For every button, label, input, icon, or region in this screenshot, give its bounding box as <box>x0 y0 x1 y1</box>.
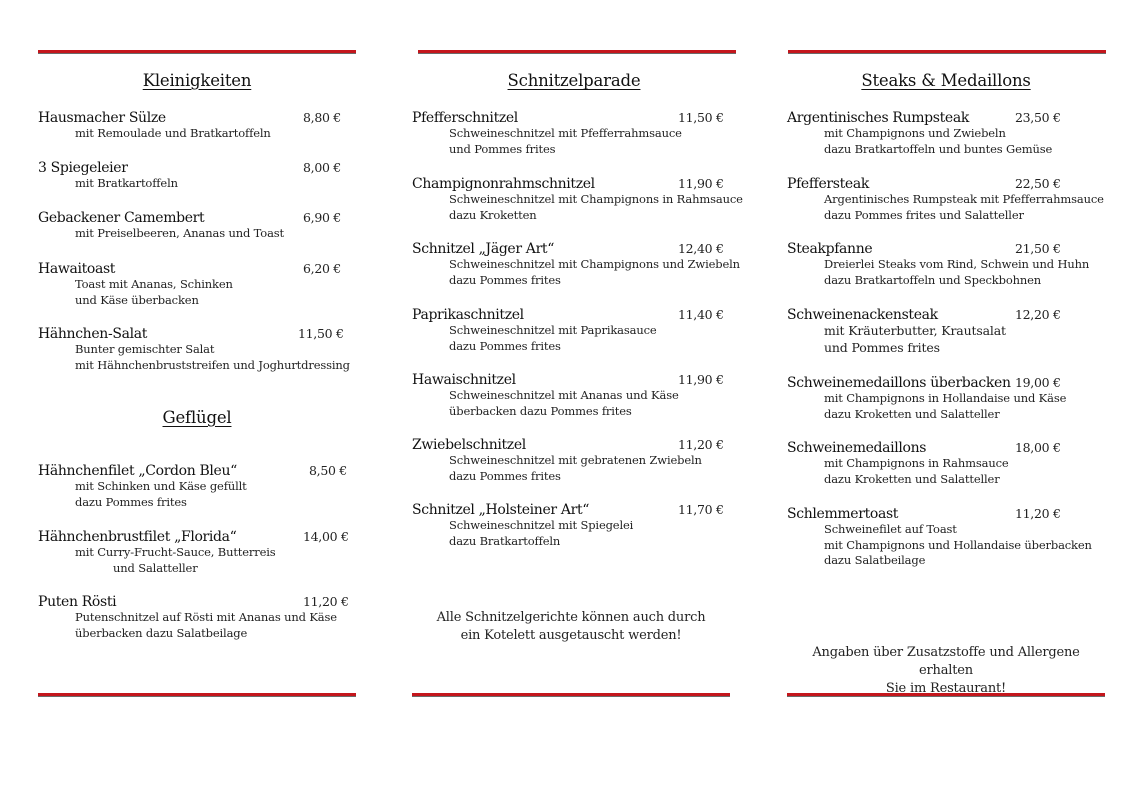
item-description: dazu Pommes frites <box>449 468 561 483</box>
item-price: 11,50 € <box>678 110 724 125</box>
item-description: Schweineschnitzel mit Champignons in Rahmsauce <box>449 192 743 206</box>
item-name: Argentinisches Rumpsteak <box>787 110 969 126</box>
section-heading-gefluegel: Geflügel <box>162 408 232 427</box>
item-price: 11,20 € <box>678 437 724 452</box>
item-description: dazu Bratkartoffeln und Speckbohnen <box>824 272 1042 287</box>
item-description: dazu Pommes frites <box>449 272 561 287</box>
item-name: Schlemmertoast <box>787 506 899 522</box>
item-price: 12,40 € <box>678 241 724 256</box>
item-price: 11,40 € <box>678 307 724 322</box>
bottom-divider <box>38 693 356 696</box>
menu-item <box>787 506 1105 569</box>
item-description: dazu Salatbeilage <box>824 553 926 567</box>
menu-column-middle <box>412 0 743 793</box>
menu-item <box>412 176 743 223</box>
item-description: dazu Kroketten und Salatteller <box>824 406 1000 421</box>
item-description: dazu Bratkartoffeln <box>449 533 561 548</box>
schnitzel-note <box>412 609 730 645</box>
item-price: 8,80 € <box>303 110 341 125</box>
menu-item <box>38 160 356 192</box>
menu-column-right <box>787 0 1105 793</box>
item-description: mit Curry-Frucht-Sauce, Butterreis <box>75 545 276 559</box>
item-name: Steakpfanne <box>787 241 873 257</box>
item-description: mit Preiselbeeren, Ananas und Toast <box>75 226 285 240</box>
item-name: Schnitzel „Jäger Art“ <box>412 241 554 257</box>
item-price: 11,90 € <box>678 372 724 387</box>
item-description: Schweineschnitzel mit Ananas und Käse <box>449 388 679 402</box>
item-name: Pfefferschnitzel <box>412 110 518 126</box>
item-name: Gebackener Camembert <box>38 210 205 226</box>
item-description: dazu Kroketten <box>449 207 537 222</box>
note-line: ein Kotelett ausgetauscht werden! <box>460 628 682 643</box>
menu-item <box>412 372 730 419</box>
item-description: und Käse überbacken <box>75 292 199 307</box>
item-price: 11,50 € <box>298 326 344 341</box>
item-price: 11,20 € <box>303 594 349 609</box>
item-name: Hawaitoast <box>38 261 116 277</box>
item-description: mit Remoulade und Bratkartoffeln <box>75 126 271 140</box>
item-description: Schweineschnitzel mit Champignons und Zwiebeln <box>449 257 740 271</box>
menu-item <box>787 110 1105 157</box>
menu-item <box>38 261 356 308</box>
menu-item <box>787 375 1105 422</box>
item-name: Puten Rösti <box>38 594 117 610</box>
item-description: dazu Kroketten und Salatteller <box>824 471 1000 486</box>
item-description: dazu Pommes frites <box>75 494 187 509</box>
item-description: Argentinisches Rumpsteak mit Pfefferrahmsauce <box>824 192 1104 206</box>
item-name: Schweinemedaillons <box>787 440 927 456</box>
item-description: mit Champignons in Rahmsauce <box>824 456 1009 470</box>
menu-item <box>412 110 730 157</box>
item-name: Hähnchenfilet „Cordon Bleu“ <box>38 463 237 479</box>
note-line: Sie im Restaurant! <box>885 681 1007 696</box>
section-heading-schnitzelparade: Schnitzelparade <box>507 71 641 90</box>
item-name: Hawaischnitzel <box>412 372 516 388</box>
item-description: überbacken dazu Pommes frites <box>449 403 632 418</box>
item-description: mit Bratkartoffeln <box>75 176 178 190</box>
allergen-note <box>787 644 1105 698</box>
menu-item <box>412 241 740 288</box>
item-price: 6,20 € <box>303 261 341 276</box>
item-name: Schweinemedaillons überbacken <box>787 375 1011 391</box>
item-price: 23,50 € <box>1015 110 1061 125</box>
menu-item <box>412 502 730 549</box>
item-price: 22,50 € <box>1015 176 1061 191</box>
item-price: 18,00 € <box>1015 440 1061 455</box>
item-description: mit Champignons und Hollandaise überbacken <box>824 537 1092 552</box>
bottom-divider <box>787 693 1105 696</box>
item-name: Zwiebelschnitzel <box>412 437 526 453</box>
menu-item <box>787 176 1105 223</box>
top-divider <box>788 50 1106 53</box>
item-price: 11,90 € <box>678 176 724 191</box>
item-price: 11,70 € <box>678 502 724 517</box>
item-description: Bunter gemischter Salat <box>75 342 215 356</box>
menu-item <box>38 529 356 576</box>
section-heading-kleinigkeiten: Kleinigkeiten <box>142 71 252 90</box>
item-name: 3 Spiegeleier <box>38 160 128 176</box>
item-price: 21,50 € <box>1015 241 1061 256</box>
item-price: 8,50 € <box>309 463 347 478</box>
item-description: und Pommes frites <box>824 339 940 355</box>
menu-item <box>412 437 730 484</box>
menu-item <box>412 307 730 354</box>
menu-column-left <box>38 0 356 793</box>
item-description: und Salatteller <box>113 560 198 575</box>
top-divider <box>38 50 356 53</box>
item-description: Schweinefilet auf Toast <box>824 522 957 536</box>
menu-item <box>38 210 356 242</box>
item-description: dazu Pommes frites und Salatteller <box>824 207 1024 222</box>
item-description: mit Champignons in Hollandaise und Käse <box>824 391 1067 405</box>
top-divider <box>418 50 736 53</box>
item-description: Toast mit Ananas, Schinken <box>75 277 233 291</box>
item-name: Hähnchenbrustfilet „Florida“ <box>38 529 237 545</box>
item-description: dazu Bratkartoffeln und buntes Gemüse <box>824 141 1053 156</box>
menu-item <box>787 241 1105 288</box>
item-name: Hähnchen-Salat <box>38 326 147 342</box>
menu-item <box>38 110 356 142</box>
menu-item <box>787 307 1105 356</box>
menu-item <box>38 463 356 510</box>
item-price: 11,20 € <box>1015 506 1061 521</box>
item-name: Paprikaschnitzel <box>412 307 524 323</box>
note-line: Alle Schnitzelgerichte können auch durch <box>436 610 706 625</box>
note-line: Angaben über Zusatzstoffe und Allergene erhalten <box>812 645 1080 678</box>
menu-item <box>38 326 356 373</box>
item-description: Schweineschnitzel mit Paprikasauce <box>449 323 657 337</box>
item-description: Putenschnitzel auf Rösti mit Ananas und Käse <box>75 610 337 624</box>
item-description: Schweineschnitzel mit Pfefferrahmsauce <box>449 126 682 140</box>
item-description: Dreierlei Steaks vom Rind, Schwein und Huhn <box>824 257 1090 271</box>
menu-item <box>787 440 1105 487</box>
menu-item <box>38 594 356 641</box>
item-price: 12,20 € <box>1015 307 1061 322</box>
item-name: Hausmacher Sülze <box>38 110 166 126</box>
item-name: Schnitzel „Holsteiner Art“ <box>412 502 590 518</box>
item-description: mit Schinken und Käse gefüllt <box>75 479 247 493</box>
item-price: 14,00 € <box>303 529 349 544</box>
item-description: überbacken dazu Salatbeilage <box>75 625 248 640</box>
item-name: Schweinenackensteak <box>787 307 938 323</box>
item-price: 8,00 € <box>303 160 341 175</box>
item-price: 19,00 € <box>1015 375 1061 390</box>
item-description: und Pommes frites <box>449 141 556 156</box>
item-price: 6,90 € <box>303 210 341 225</box>
item-name: Champignonrahmschnitzel <box>412 176 595 192</box>
item-description: mit Champignons und Zwiebeln <box>824 126 1006 140</box>
item-description: dazu Pommes frites <box>449 338 561 353</box>
section-heading-steaks: Steaks & Medaillons <box>861 71 1031 90</box>
item-description: mit Kräuterbutter, Krautsalat <box>824 323 1006 338</box>
item-description: mit Hähnchenbruststreifen und Joghurtdressing <box>75 357 350 372</box>
bottom-divider <box>412 693 730 696</box>
item-description: Schweineschnitzel mit Spiegelei <box>449 518 634 532</box>
item-name: Pfeffersteak <box>787 176 869 192</box>
item-description: Schweineschnitzel mit gebratenen Zwiebeln <box>449 453 702 467</box>
